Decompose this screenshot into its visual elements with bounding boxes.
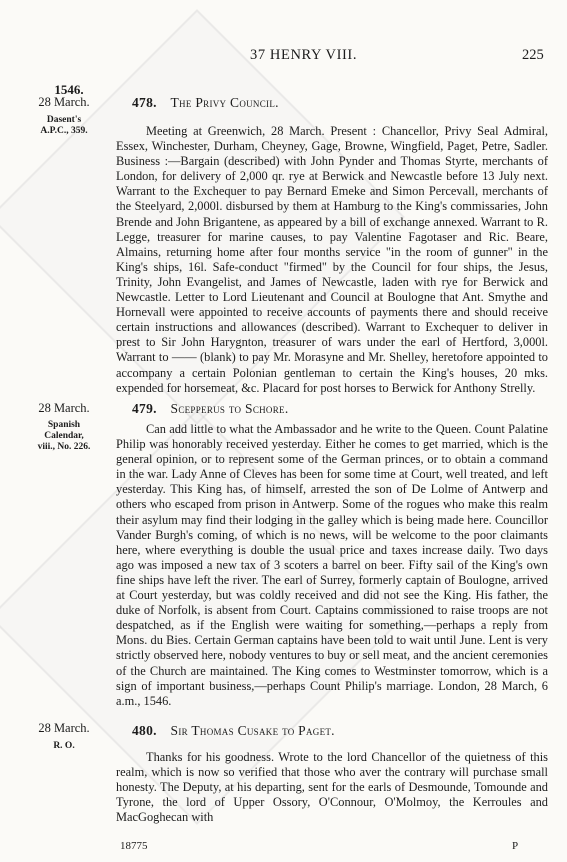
- entry-heading-479: [132, 401, 289, 417]
- entry-number: 478.: [132, 95, 157, 110]
- margin-source: A.P.C., 359.: [40, 126, 88, 136]
- margin-source: viii., No. 226.: [37, 442, 91, 452]
- footer-signature: 18775: [120, 840, 148, 852]
- entry-heading-478: [132, 95, 279, 111]
- margin-note-478: [30, 83, 98, 137]
- page-number: 225: [522, 47, 544, 63]
- margin-source: R. O.: [53, 741, 75, 751]
- running-head-title: 37 HENRY VIII.: [250, 47, 358, 63]
- entry-body-480: Thanks for his goodness. Wrote to the lord Chancellor of the quietness of this realm, which is now so verified that those who aver the contrary will purchase small honesty. The Deputy, at his departing, sent for the earls of Desmounde, Tomounde and Tyrone, the lord of Upper Ossory, O'Connour, O'Molmoy, the Kerroules and MacGoghecan with: [116, 750, 548, 825]
- running-head: [0, 47, 567, 67]
- margin-source: Spanish: [47, 420, 81, 430]
- margin-date: 28 March.: [38, 401, 90, 415]
- footer-signature-mark: P: [512, 840, 519, 852]
- margin-note-479: [30, 402, 98, 453]
- margin-date: 28 March.: [38, 721, 90, 735]
- entry-body-478: Meeting at Greenwich, 28 March. Present : Chancellor, Privy Seal Admiral, Essex, Winchester, Durham, Cheyney, Gage, Browne, Wingfield, Paget, Petre, Sadler. Business :—Bargain (described) with John Pynder and Thomas Styrte, merchants of London, for delivery of 2,000 qr. rye at Berwick and Newcastle before 13 July next. Warrant to the Exchequer to pay Bernard Emeke and Simon Percevall, merchants of the Steelyard, 2,000l. disbursed by them at Hamburg to the King's commissaries, John Brende and John Brigantene, as appeared by a bill of exchange annexed. Warrant to R. Legge, treasurer for marine causes, to pay Valentine Fagotaser and Ric. Beare, Almains, returning home after four months service "in the room of gunner" in the King's ships, 16l. Safe-conduct "firmed" by the Council for four ships, the Jesus, Trinity, John Evangelist, and James of Newcastle, laden with rye for Berwick and Newcastle. Letter to Lord Lieutenant and Council at Boulogne that Ant. Smythe and Hornevall were appointed to receive accounts of payments there and should receive certain instructions and allowances (described). Warrant to Exchequer to deliver in prest to Sir John Harygnton, treasurer of wars under the earl of Hertford, 3,000l. Warrant to —— (blank) to pay Mr. Morasyne and Mr. Shelley, heretofore appointed to accompany a certain Polonian gentleman to certain the King's houses, 20 mks. expended for horsemeat, &c. Placard for post horses to Berwick for Anthony Strelly.: [116, 124, 548, 395]
- entry-heading-480: [132, 723, 335, 739]
- entry-title: The Privy Council.: [170, 95, 279, 110]
- margin-year: 1546.: [54, 82, 84, 97]
- margin-source: Dasent's: [46, 115, 82, 125]
- entry-title: Sir Thomas Cusake to Paget.: [170, 723, 335, 738]
- entry-body-479: Can add little to what the Ambassador and he write to the Queen. Count Palatine Philip was honorably received yesterday. Either he comes to get married, which is the general opinion, or to represent some of the German princes, or to obtain a command in the war. Lady Anne of Cleves has been for some time at Court, well treated, and left yesterday. This King has, of himself, arrested the son of De Lolme of Antwerp and others who escaped from prison in Antwerp. Some of the rogues who make this realm their asylum may find their lodging in the galley which is being made here. Councillor Vander Burgh's coming, of which is no news, will be welcome to the poor claimants here, where everything is double the usual price and taxes increase daily. Two days ago was imposed a new tax of 3 scoters a barrel on beer. Fifty sail of the King's own fine ships have left the river. The earl of Surrey, formerly captain of Boulogne, arrived at Court yesterday, but was coldly received and did not see the King. His father, the duke of Norfolk, is absent from Court. Captains commissioned to raise troops are not despatched, as if the English were waiting for something,—perhaps a reply from Mons. du Bies. Certain German captains have been told to wait until June. Lent is very strictly observed here, nobody ventures to buy or sell meat, and the ancient ceremonies of the Church are maintained. The King comes to Westminster tomorrow, which is a sign of important business,—perhaps Count Philip's marriage. London, 28 March, 6 a.m., 1546.: [116, 422, 548, 708]
- entry-title: Scepperus to Schore.: [170, 401, 289, 416]
- margin-source: Calendar,: [44, 431, 84, 441]
- entry-number: 480.: [132, 723, 157, 738]
- entry-number: 479.: [132, 401, 157, 416]
- margin-note-480: [30, 722, 98, 752]
- margin-date: 28 March.: [38, 95, 90, 109]
